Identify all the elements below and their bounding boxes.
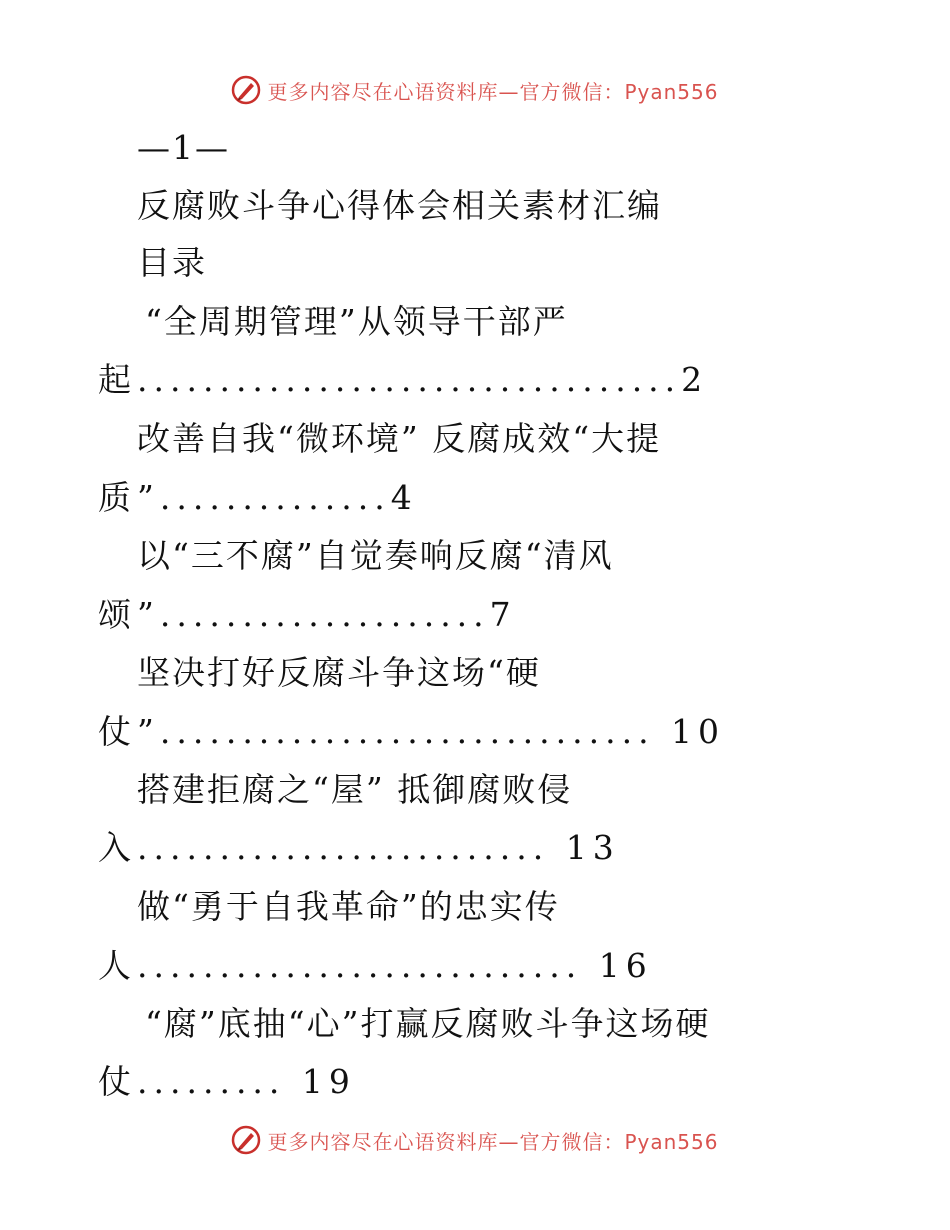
toc-entry-1-title[interactable]: “全周期管理”从领导干部严 bbox=[145, 302, 568, 341]
toc-entry-5-page[interactable]: 入......................... 13 bbox=[98, 828, 620, 867]
toc-entry-2-page[interactable]: 质”..............4 bbox=[98, 478, 418, 517]
watermark-text: 更多内容尽在心语资料库—官方微信：Pyan556 bbox=[267, 1129, 719, 1154]
toc-entry-6-title[interactable]: 做“勇于自我革命”的忠实传 bbox=[137, 887, 560, 926]
quill-pen-logo-icon bbox=[231, 75, 261, 105]
toc-entry-7-page[interactable]: 仗......... 19 bbox=[98, 1062, 356, 1101]
quill-pen-logo-icon bbox=[231, 1125, 261, 1155]
toc-entry-6-page[interactable]: 人........................... 16 bbox=[98, 946, 653, 985]
toc-entry-3-title[interactable]: 以“三不腐”自觉奏响反腐“清风 bbox=[137, 536, 614, 575]
watermark-banner-top bbox=[0, 70, 950, 110]
page-marker: —1— bbox=[137, 128, 230, 167]
document-title: 反腐败斗争心得体会相关素材汇编 bbox=[137, 186, 662, 225]
toc-entry-7-title[interactable]: “腐”底抽“心”打赢反腐败斗争这场硬 bbox=[145, 1004, 711, 1043]
watermark-banner-bottom bbox=[0, 1120, 950, 1160]
watermark-text: 更多内容尽在心语资料库—官方微信：Pyan556 bbox=[267, 79, 719, 104]
toc-entry-4-title[interactable]: 坚决打好反腐斗争这场“硬 bbox=[137, 653, 541, 692]
toc-entry-5-title[interactable]: 搭建拒腐之“屋” 抵御腐败侵 bbox=[137, 770, 573, 809]
toc-heading: 目录 bbox=[137, 243, 207, 282]
toc-entry-2-title[interactable]: 改善自我“微环境” 反腐成效“大提 bbox=[137, 419, 662, 458]
toc-entry-4-page[interactable]: 仗”.............................. 10 bbox=[98, 712, 726, 751]
toc-entry-1-page[interactable]: 起.................................2 bbox=[98, 360, 709, 399]
toc-entry-3-page[interactable]: 颂”....................7 bbox=[98, 595, 517, 634]
